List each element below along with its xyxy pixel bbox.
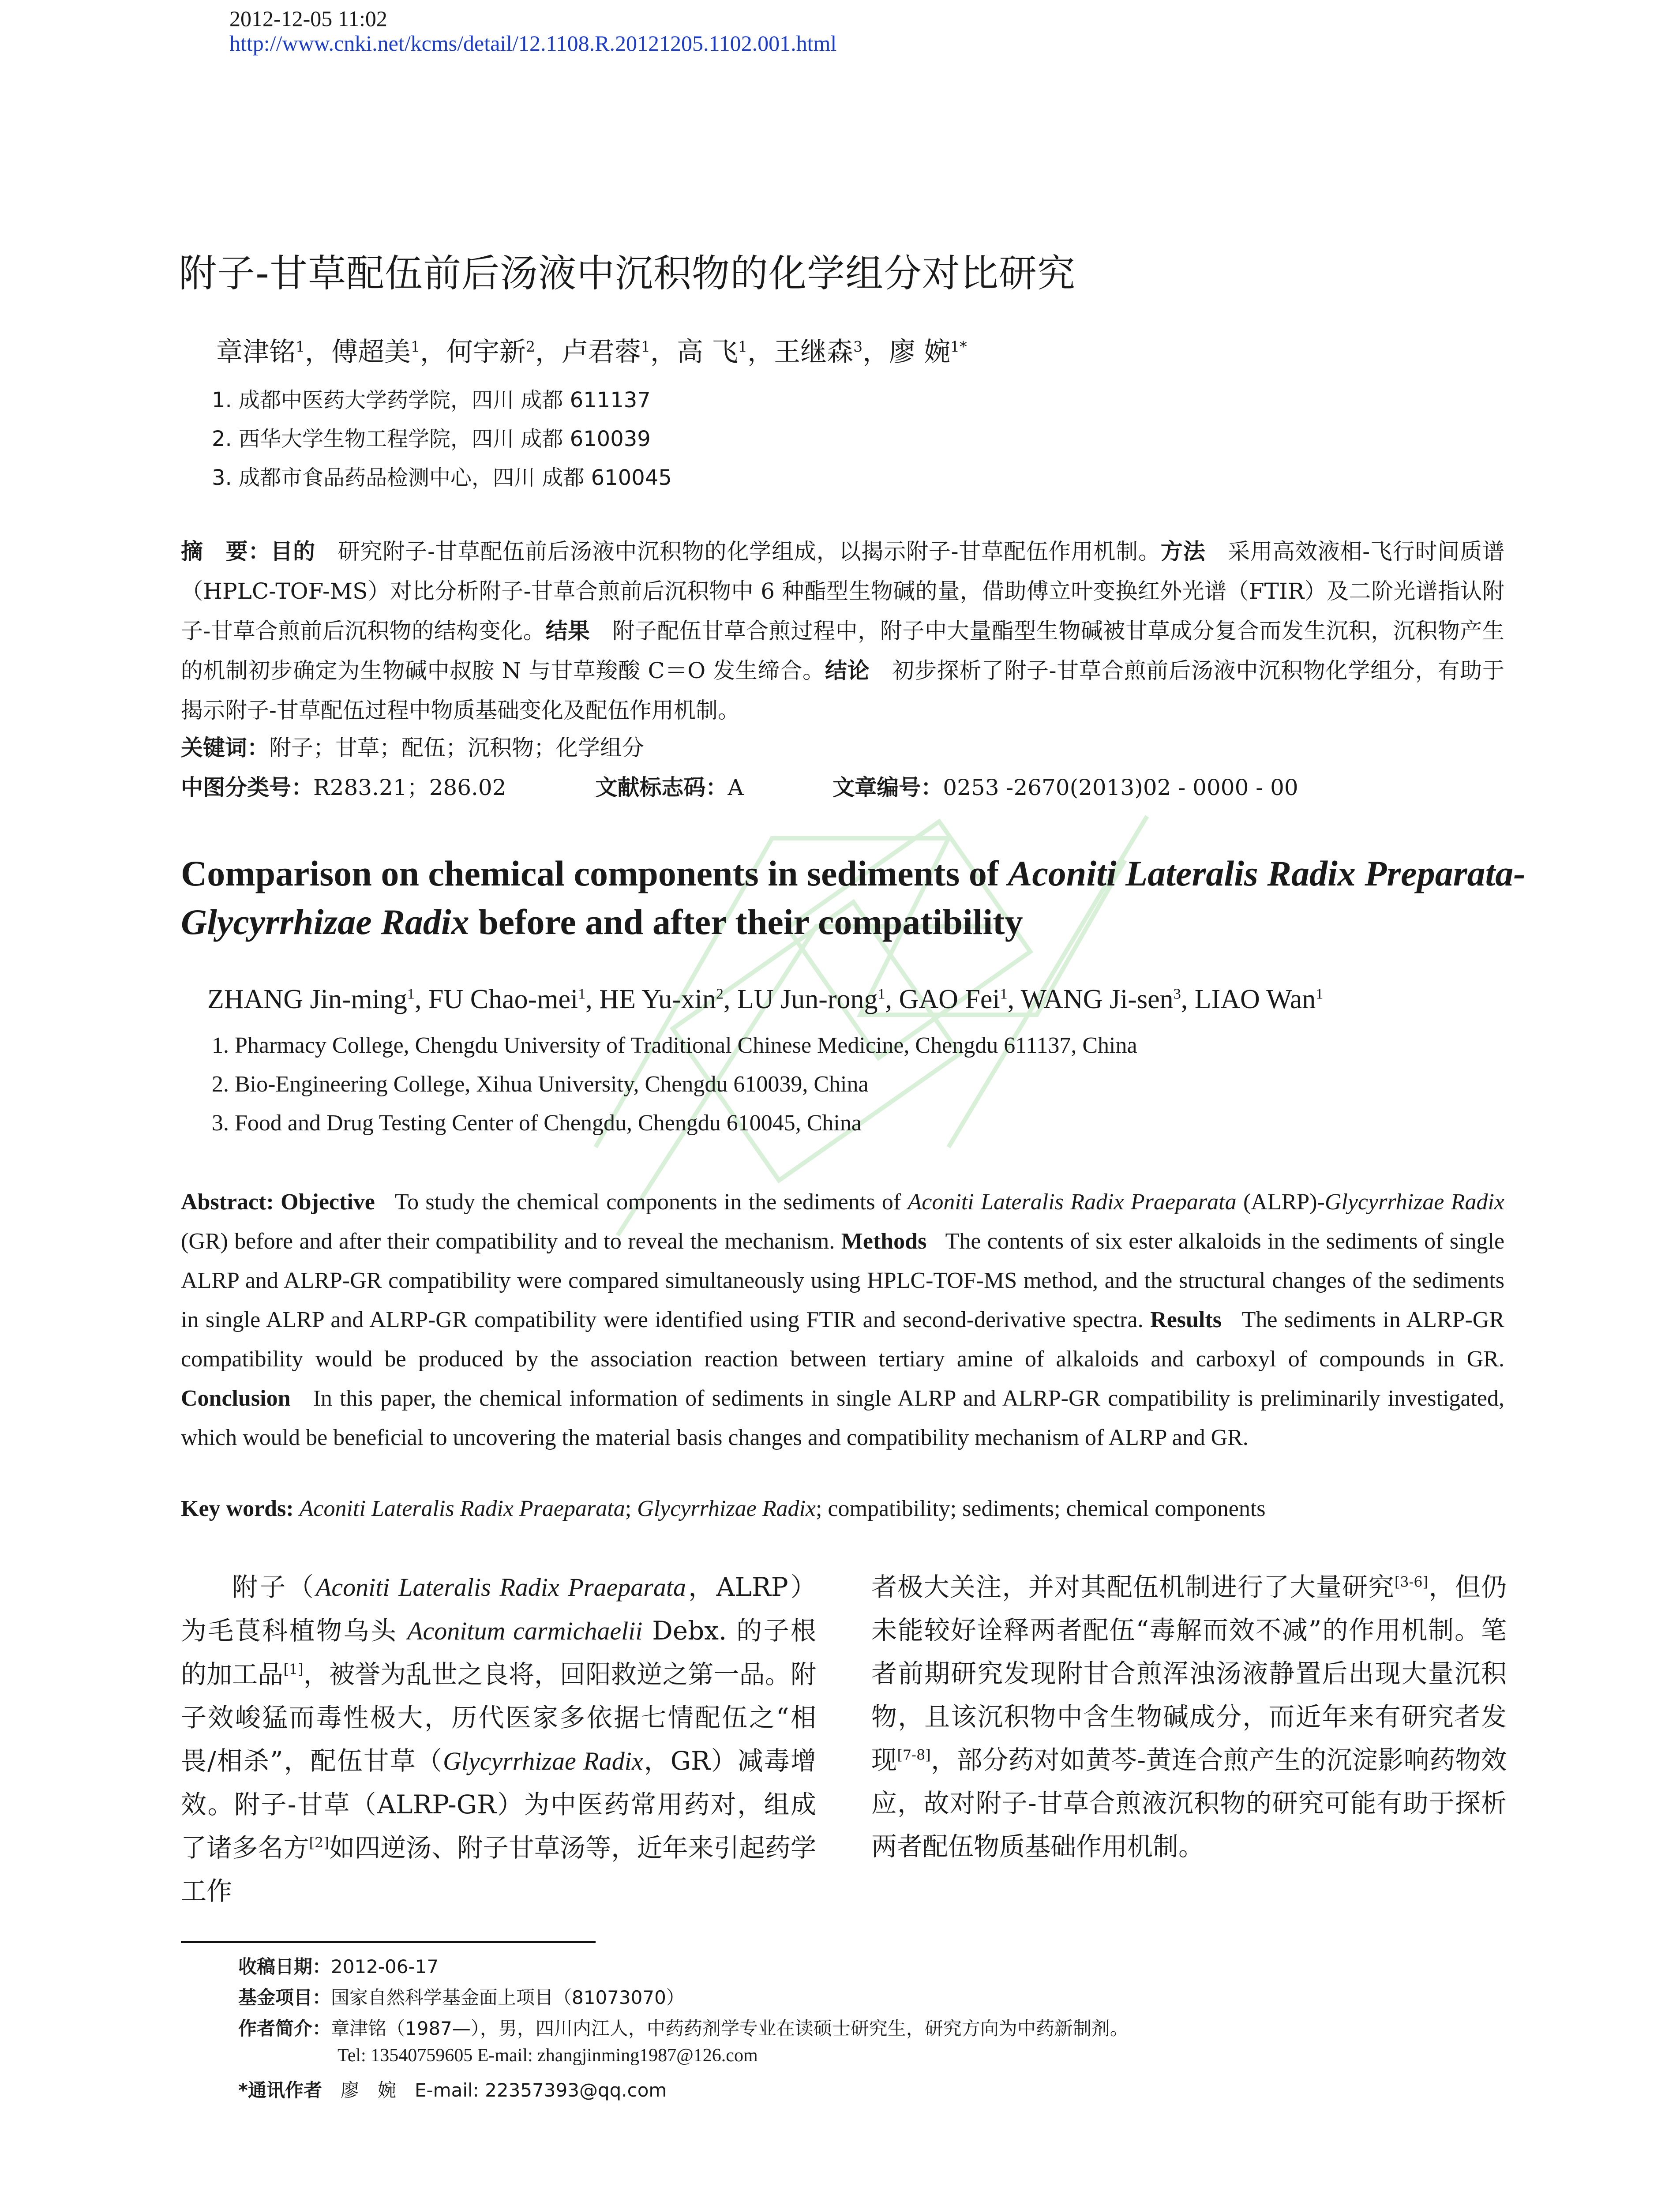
- article-id-value: 0253 -2670(2013)02 - 0000 - 00: [943, 775, 1298, 800]
- cn-author-7-aff: 1*: [950, 338, 967, 355]
- results-en-text: The sediments in ALRP-GR compatibility would be produced by the association reaction between tertiary amine of alkaloids and carboxyl of compounds in GR.: [181, 1307, 1504, 1372]
- english-affiliation-2: 2. Bio-Engineering College, Xihua University, Chengdu 610039, China: [212, 1072, 869, 1097]
- en-author-5-aff: 1: [1000, 986, 1008, 1002]
- footnote-bio: [238, 2014, 1129, 2041]
- en-author-5: GAO Fei$^1$: [899, 984, 1008, 1014]
- keywords-en-italic-1: Aconiti Lateralis Radix Praeparata: [299, 1496, 625, 1521]
- footnote-contact: Tel: 13540759605 E-mail: zhangjinming1987@126.com: [338, 2045, 758, 2066]
- abstract-cn-label: 摘 要：: [181, 539, 271, 564]
- objective-cn-text: 研究附子-甘草配伍前后汤液中沉积物的化学组成，以揭示附子-甘草配伍作用机制。: [338, 539, 1161, 564]
- cn-author-6-aff: 3: [853, 338, 863, 355]
- corresponding-label: *通讯作者: [238, 2079, 322, 2101]
- en-author-6: WANG Ji-sen$^3$: [1020, 984, 1181, 1014]
- en-author-7-aff: 1: [1316, 986, 1324, 1002]
- en-author-3-aff: 2: [716, 986, 724, 1002]
- chinese-title: 附子-甘草配伍前后汤液中沉积物的化学组分对比研究: [179, 251, 1076, 296]
- objective-en-label: Objective: [281, 1189, 375, 1215]
- body-left-text-6: 如四逆汤、附子甘草汤等，近年来引起药学工作: [181, 1833, 816, 1906]
- body-left-text-5: ，GR）减毒增效。附子-甘草（ALRP-GR）为中医药常用药对，组成了诸多名方: [181, 1746, 816, 1863]
- body-column-right: [871, 1565, 1507, 1868]
- en-author-6-aff: 3: [1173, 986, 1181, 1002]
- cn-author-4: 卢君蓉$^1$: [562, 337, 650, 368]
- objective-en-text-c: (GR) before and after their compatibility and to reveal the mechanism.: [181, 1229, 835, 1254]
- cn-author-7: 廖 婉$^{1*}$: [889, 337, 967, 368]
- body-left-italic-2: Aconitum carmichaelii: [407, 1617, 643, 1645]
- article-id-label: 文章编号：: [832, 775, 943, 800]
- chinese-affiliation-1: 1. 成都中医药大学药学院，四川 成都 611137: [212, 388, 651, 413]
- cn-author-5: 高 飞$^1$: [677, 337, 748, 368]
- cn-author-1: 章津铭$^1$: [216, 337, 305, 368]
- en-author-1-aff: 1: [407, 986, 415, 1002]
- body-left-text-1: 附子（: [232, 1572, 316, 1602]
- methods-cn-label: 方法: [1160, 539, 1206, 564]
- en-author-2: FU Chao-mei$^1$: [428, 984, 586, 1014]
- cn-author-5-aff: 1: [738, 338, 748, 355]
- clc-label: 中图分类号：: [181, 775, 313, 800]
- received-label: 收稿日期：: [238, 1956, 331, 1977]
- cn-author-4-aff: 1: [641, 338, 650, 355]
- footnote-divider: [181, 1941, 596, 1943]
- footnote-fund: [238, 1983, 685, 2010]
- fund-text: 国家自然科学基金面上项目（81073070）: [331, 1987, 685, 2008]
- body-left-italic-1: Aconiti Lateralis Radix Praeparata: [315, 1573, 686, 1602]
- keywords-cn-label: 关键词：: [181, 735, 269, 761]
- chinese-affiliation-3: 3. 成都市食品药品检测中心，四川 成都 610045: [212, 465, 672, 490]
- keywords-en-rest: ; compatibility; sediments; chemical components: [815, 1496, 1266, 1521]
- received-date: 2012-06-17: [331, 1956, 439, 1977]
- cn-author-2-aff: 1: [411, 338, 420, 355]
- objective-en-text-a: To study the chemical components in the sediments of: [394, 1189, 908, 1215]
- en-author-2-aff: 1: [578, 986, 586, 1002]
- objective-en-text-b: (ALRP)-: [1236, 1189, 1325, 1215]
- body-right-text-1: 者极大关注，并对其配伍机制进行了大量研究: [871, 1572, 1395, 1602]
- en-author-4-aff: 1: [878, 986, 885, 1002]
- citation-ref-7-8[interactable]: [7-8]: [897, 1746, 931, 1763]
- chinese-affiliation-2: 2. 西华大学生物工程学院，四川 成都 610039: [212, 427, 651, 451]
- corresponding-text: 廖 婉 E-mail: 22357393@qq.com: [340, 2079, 667, 2101]
- keywords-en-sep: ;: [625, 1496, 638, 1521]
- citation-ref-2[interactable]: [2]: [309, 1834, 329, 1851]
- results-en-label: Results: [1150, 1307, 1222, 1332]
- en-author-3: HE Yu-xin$^2$: [599, 984, 724, 1014]
- objective-cn-label: 目的: [270, 539, 315, 564]
- body-left-text-2: ，ALRP）为毛茛科植物乌头: [181, 1572, 816, 1646]
- doc-code-value: A: [728, 775, 744, 800]
- bio-text: 章津铭（1987—），男，四川内江人，中药药剂学专业在读硕士研究生，研究方向为中药新制剂。: [331, 2018, 1129, 2039]
- objective-en-italic-1: Aconiti Lateralis Radix Praeparata: [908, 1189, 1237, 1215]
- chinese-abstract: [181, 532, 1504, 730]
- methods-cn-text: 采用高效液相-飞行时间质谱（HPLC-TOF-MS）对比分析附子-甘草合煎前后沉积物中 6 种酯型生物碱的量，借助傅立叶变换红外光谱（FTIR）及二阶光谱指认附子-甘草合煎前后沉积物的结构变化。: [181, 539, 1505, 644]
- body-right-text-3: ，部分药对如黄芩-黄连合煎产生的沉淀影响药物效应，故对附子-甘草合煎液沉积物的研究可能有助于探析两者配伍物质基础作用机制。: [871, 1745, 1507, 1861]
- english-affiliation-3: 3. Food and Drug Testing Center of Chengdu, Chengdu 610045, China: [212, 1111, 862, 1136]
- methods-en-label: Methods: [841, 1229, 927, 1254]
- conclusion-cn-label: 结论: [825, 658, 870, 683]
- body-column-left: [181, 1565, 816, 1913]
- conclusion-en-label: Conclusion: [181, 1386, 291, 1411]
- english-title: [181, 849, 1549, 946]
- conclusion-cn-text: 初步探析了附子-甘草合煎前后汤液中沉积物化学组分，有助于揭示附子-甘草配伍过程中物质基础变化及配伍作用机制。: [181, 658, 1505, 723]
- footnote-corresponding: [238, 2076, 667, 2102]
- english-author-list: ZHANG Jin-ming$^1$, FU Chao-mei$^1$, HE Yu-xin$^2$, LU Jun-rong$^1$, GAO Fei$^1$, WANG Ji-sen$^3$, LIAO Wan$^1$: [207, 984, 1324, 1014]
- abstract-en-label: Abstract:: [181, 1189, 274, 1215]
- cn-author-3-aff: 2: [526, 338, 535, 355]
- source-url-link[interactable]: http://www.cnki.net/kcms/detail/12.1108.R.20121205.1102.001.html: [229, 31, 837, 56]
- clc-value: R283.21；286.02: [313, 775, 506, 800]
- en-author-7: LIAO Wan$^1$: [1194, 984, 1324, 1014]
- body-left-text-4: ，被誉为乱世之良将，回阳救逆之第一品。附子效峻猛而毒性极大，历代医家多依据七情配伍之“相畏/相杀”，配伍甘草（: [181, 1659, 816, 1776]
- citation-ref-1[interactable]: [1]: [283, 1661, 304, 1678]
- english-title-part2: before and after their compatibility: [469, 902, 1023, 942]
- chinese-author-list: 章津铭$^1$，傅超美$^1$，何宇新$^2$，卢君蓉$^1$，高 飞$^1$，王继森$^3$，廖 婉$^{1*}$: [216, 337, 967, 368]
- results-cn-text: 附子配伍甘草合煎过程中，附子中大量酯型生物碱被甘草成分复合而发生沉积，沉积物产生的机制初步确定为生物碱中叔胺 N 与甘草羧酸 C＝O 发生缔合。: [181, 618, 1504, 683]
- keywords-cn-text: 附子；甘草；配伍；沉积物；化学组分: [269, 735, 644, 761]
- cn-author-6: 王继森$^3$: [774, 337, 863, 368]
- english-abstract: [181, 1182, 1504, 1457]
- objective-en-italic-2: Glycyrrhizae Radix: [1324, 1189, 1505, 1215]
- en-author-1: ZHANG Jin-ming$^1$: [207, 984, 415, 1014]
- en-author-4: LU Jun-rong$^1$: [737, 984, 885, 1014]
- source-url[interactable]: [229, 31, 836, 56]
- cn-author-2: 傅超美$^1$: [331, 337, 420, 368]
- classification-line: [181, 770, 1298, 802]
- english-title-part1: Comparison on chemical components in sediments of: [181, 853, 1008, 893]
- conclusion-en-text: In this paper, the chemical information of sediments in single ALRP and ALRP-GR compatibility is preliminarily investigated, which would be beneficial to uncovering the material basis changes and compatibility mechanism of ALRP and GR.: [181, 1386, 1504, 1450]
- english-title-italic: Aconiti Lateralis Radix Preparata-Glycyrrhizae Radix: [181, 853, 1526, 942]
- keywords-en: [181, 1496, 1266, 1522]
- keywords-cn: [181, 730, 644, 762]
- cn-author-3: 何宇新$^2$: [446, 337, 535, 368]
- keywords-en-label: Key words:: [181, 1496, 294, 1521]
- results-cn-label: 结果: [545, 618, 590, 644]
- citation-ref-3-6[interactable]: [3-6]: [1394, 1573, 1429, 1591]
- english-affiliation-1: 1. Pharmacy College, Chengdu University of Traditional Chinese Medicine, Chengdu 611137, China: [212, 1033, 1137, 1058]
- body-right-text-2: ，但仍未能较好诠释两者配伍“毒解而效不减”的作用机制。笔者前期研究发现附甘合煎浑浊汤液静置后出现大量沉积物，且该沉积物中含生物碱成分，而近年来有研究者发现: [871, 1572, 1507, 1775]
- footnote-received: [238, 1952, 439, 1979]
- body-left-text-3: Debx. 的子根的加工品: [181, 1616, 817, 1689]
- body-left-italic-3: Glycyrrhizae Radix: [442, 1747, 643, 1775]
- download-timestamp: 2012-12-05 11:02: [229, 6, 387, 31]
- doc-code-label: 文献标志码：: [595, 775, 728, 800]
- bio-label: 作者简介：: [238, 2018, 331, 2039]
- fund-label: 基金项目：: [238, 1987, 331, 2008]
- cn-author-1-aff: 1: [296, 338, 305, 355]
- methods-en-text: The contents of six ester alkaloids in the sediments of single ALRP and ALRP-GR compatibility were compared simultaneously using HPLC-TOF-MS method, and the structural changes of the sediments in single ALRP and ALRP-GR compatibility were identified using FTIR and second-derivative spectra.: [181, 1229, 1505, 1332]
- keywords-en-italic-2: Glycyrrhizae Radix: [637, 1496, 816, 1521]
